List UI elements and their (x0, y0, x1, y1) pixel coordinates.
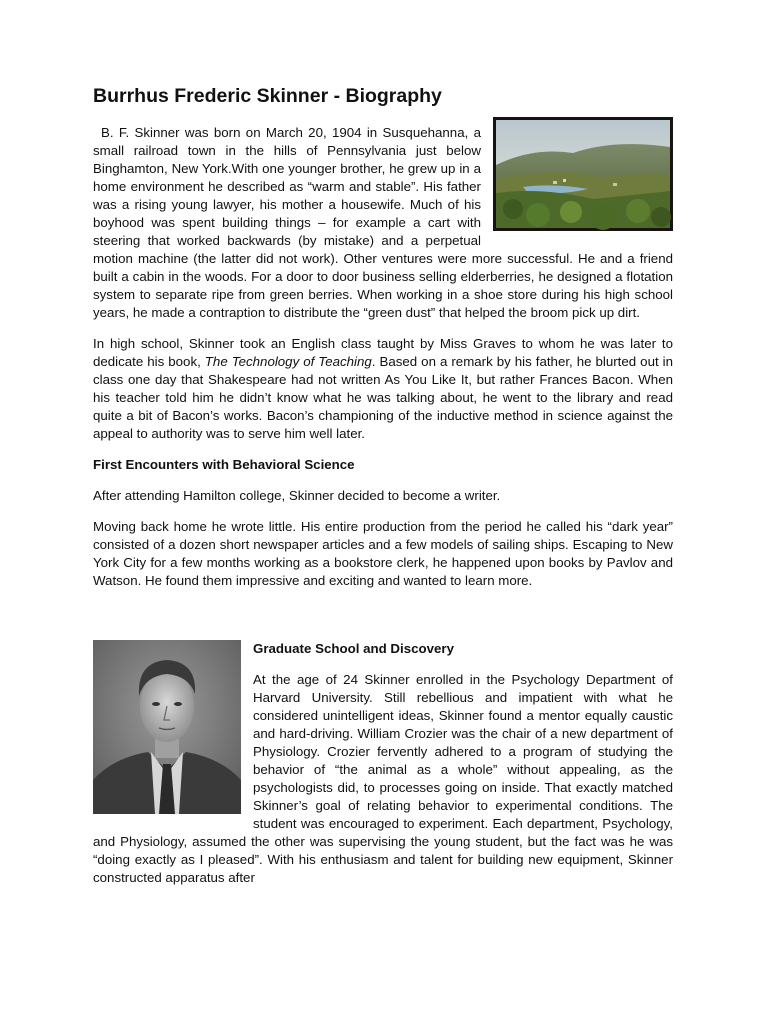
document-title: Burrhus Frederic Skinner - Biography (93, 85, 442, 107)
dark-year-text: Moving back home he wrote little. His entire production from the period he called his “dark year” consisted of a dozen short newspaper articles and a few models of sailing ships. Escaping to New York City for a few months working as a bookstore clerk, he happened upon books by Pavlov and Watson. He found them impressive and exciting and wanted to learn more. (93, 519, 673, 588)
section-heading-first-encounters: First Encounters with Behavioral Science (93, 457, 355, 472)
section-heading-graduate-school: Graduate School and Discovery (253, 641, 454, 656)
high-school-text-b: . Based on a remark by his father, he blurted out in class one day that Shakespeare had not written As You Like It, but rather Frances Bacon. When his teacher told him he didn’t know what he was talking about, he went to the library and read quite a bit of Bacon’s works. Bacon’s championing of the inductive method in science against the appeal to authority was to serve him well later. (93, 354, 673, 441)
portrait-photo (93, 640, 241, 814)
hamilton-text: After attending Hamilton college, Skinner decided to become a writer. (93, 488, 501, 503)
landscape-photo (493, 117, 673, 231)
document-page (93, 84, 673, 900)
dark-year-paragraph (93, 518, 673, 590)
book-title: The Technology of Teaching (204, 354, 372, 369)
harvard-text: At the age of 24 Skinner enrolled in the Psychology Department of Harvard University. Still rebellious and impatient with what he considered unintelligent ideas, Skinner found a mentor equally caustic and hard-driving. William Crozier was the chair of a new department of Physiology. Crozier fervently adhered to a program of studying the behavior of “the animal as a whole” without appealing, as the psychologists did, to processes going on inside. That exactly matched Skinner’s goal of relating behavior to experimental conditions. The student was encouraged to experiment. Each department, Psychology, and Physiology, assumed the other was supervising the young student, but the fact was he was “doing exactly as I pleased”. With his enthusiasm and talent for building new equipment, Skinner constructed apparatus after (93, 672, 673, 885)
high-school-paragraph (93, 335, 673, 443)
hamilton-paragraph (93, 487, 673, 505)
spacer (93, 603, 673, 640)
intro-text: B. F. Skinner was born on March 20, 1904 in Susquehanna, a small railroad town in the hills of Pennsylvania just below Binghamton, New York.With one younger brother, he grew up in a home environment he described as “warm and stable”. His father was a rising young lawyer, his mother a housewife. Much of his boyhood was spent building things – for example a cart with steering that worked backwards (by mistake) and a perpetual motion machine (the latter did not work). Other ventures were more successful. He and a friend built a cabin in the woods. For a door to door business selling elderberries, he designed a flotation system to separate ripe from green berries. When working in a shoe store during his high school years, he made a contraption to distribute the “green dust” that helped the broom pick up dirt. (93, 125, 673, 320)
high-school-text-a: In high school, Skinner took an English class taught by Miss Graves to whom he was later to dedicate his book, (93, 336, 673, 369)
